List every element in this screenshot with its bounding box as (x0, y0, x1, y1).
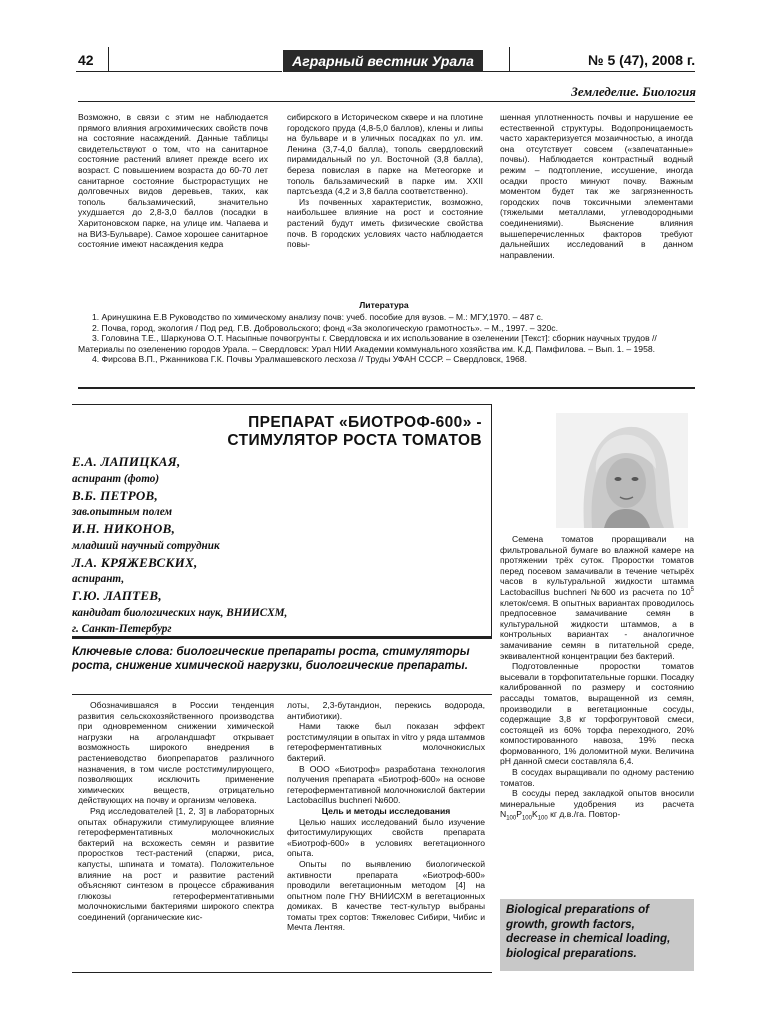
header-rule-left (76, 71, 282, 72)
section-subheading: Цель и методы исследования (321, 805, 451, 816)
body-paragraph: лоты, 2,3-бутандион, перекись водорода, антибиотики). (287, 700, 485, 721)
article-title (80, 414, 482, 450)
authors-block (72, 453, 492, 637)
subscript: 100 (521, 816, 532, 823)
reference-item: 3. Головина Т.Е., Шаркунова О.Т. Насыпные почвогрунты г. Свердловска и их использование в озеленении [Текст]: сборник научных трудов // Материалы по озеленению городов Урала. – Свердловск: Урал НИИ Академии коммунального хозяйства им. К.Д. Памфилова. – Вып. 1. – 1958. (78, 333, 657, 354)
page-number: 42 (78, 52, 94, 68)
author-role: зав.опытным полем (72, 506, 173, 518)
author-name: Е.А. ЛАПИЦКАЯ, (72, 454, 181, 469)
subscript: 100 (537, 816, 548, 823)
nutrient-p: P (516, 809, 522, 820)
author-city: г. Санкт-Петербург (72, 622, 172, 635)
prev-col3-text: шенная уплотненность почвы и нарушение ее естественной структуры. Водопроницаемость часто характеризуется мозаичностью, а иногда она отсутствует совсем («запечатанные» почвы). Наблюдается контрастный водный режим – подтопление, иссушение, иногда осадки просто минуют почву. Важным моментом будет так же загрязненность городских почв токсичными элементами (тяжелыми металлами, углеводородными соединениями). Выяснение влияния вышеперечисленных факторов требуют дальнейших исследований в данном направлении. (500, 112, 693, 260)
right-col-paragraph (500, 788, 694, 823)
header-separator-right (509, 47, 510, 71)
author-name: И.Н. НИКОНОВ, (72, 521, 176, 536)
article-top-rule (78, 387, 695, 389)
prev-article-col-2 (287, 112, 483, 250)
article-title-line-1: ПРЕПАРАТ «БИОТРОФ-600» - (248, 414, 482, 431)
title-rule (72, 404, 492, 405)
prev-article-col-3 (500, 112, 693, 260)
article-body-col-2 (287, 700, 485, 933)
right-col-paragraph (500, 534, 694, 661)
keywords-rule (72, 694, 492, 695)
right-col-p4-end: кг д.в./га. Повтор- (547, 809, 621, 820)
subscript: 100 (506, 816, 517, 823)
reference-item: 4. Фирсова В.П., Ржанникова Г.К. Почвы Уралмашевского лесхоза // Труды УФАН СССР. – Свердловск, 1968. (92, 354, 527, 365)
article-title-line-2: СТИМУЛЯТОР РОСТА ТОМАТОВ (227, 432, 482, 449)
issue-number: № 5 (47), 2008 г. (588, 52, 696, 68)
body-paragraph: Обозначившаяся в России тенденция развития сельскохозяйственного производства при одновременном снижении химической нагрузки на агроландшафт открывает возможность широкого внедрения в растениеводство биопрепаратов различного назначения, в том числе ростстимулирующего, позволяющих исключить применение химических веществ, отрицательно действующих на почву и организм человека. (78, 700, 274, 806)
author-photo (556, 413, 688, 528)
header-rule-right (483, 71, 695, 72)
english-keywords-box: Biological preparations of growth, growth factors, decrease in chemical loading, biological preparations. (500, 899, 694, 971)
journal-title: Аграрный вестник Урала (283, 50, 483, 72)
right-col-p4-text: В сосуды перед закладкой опытов вносили минеральные удобрения из расчета N (500, 788, 694, 820)
reference-item: 1. Аринушкина Е.В Руководство по химическому анализу почв: учеб. пособие для вузов. – М.: МГУ,1970. – 487 с. (92, 312, 544, 322)
author-name: Г.Ю. ЛАПТЕВ, (72, 588, 162, 603)
article-body-col-1 (78, 700, 274, 922)
author-role: младший научный сотрудник (72, 539, 220, 552)
references-title: Литература (359, 300, 409, 310)
prev-col1-text: Возможно, в связи с этим не наблюдается прямого влияния агрохимических свойств почв на состояние насаждений. Данные таблицы свидетельствуют о том, что на санитарное состояние растений влияет прежде всего их возраст. С повышением возраста до 60-70 лет санитарное состояние быстрорастущих не долговечных видов деревьев, таких, как тополь бальзамический, значительно ухудшается до 2,8-3,0 баллов (посадки в Харитоновском парке, на улице им. Чапаева и на ВИЗ-Бульваре). Самое хорошее санитарное состояние имеют насаждения кедра (78, 112, 269, 250)
prev-col2-text-a: сибирского в Историческом сквере и на плотине городского пруда (4,8-5,0 баллов), клены и липы на бульваре и в уличных посадках по ул. им. Ленина (3,7-4,0 балла), тополь свердловский пирамидальный по ул. Восточной (3,8 балла), береза повислая в парке на Метеогорке и тополь бальзамический в парке им. XXII партсъезда (4,2 и 3,8 балла соответственно). (287, 112, 483, 197)
section-rule (78, 101, 695, 102)
section-title: Земледелие. Биология (571, 84, 696, 99)
body-paragraph: Нами также был показан эффект ростстимуляции в опытах in vitro у ряда штаммов гетероферментативных молочнокислых бактерий. (287, 721, 485, 763)
right-col-paragraph: Подготовленные проростки томатов высевали в торфопитательные горшки. Посадку калиброванной по размеру и состоянию рассады томатов, выращенной из семян, производили в вегетационные сосуды, содержащие 3,8 кг торфогрунтовой смеси, состоящей из 60% торфа переходного, 20% компостированного навоза, 19% песка формованного, 1% доломитной муки. Величина рН данной смеси составляла 6,4. (500, 661, 694, 767)
author-role: аспирант (фото) (72, 472, 160, 485)
prev-article-col-1 (78, 112, 268, 250)
right-col-paragraph: В сосудах выращивали по одному растению томатов. (500, 767, 694, 788)
body-paragraph: Ряд исследователей [1, 2, 3] в лабораторных опытах обнаружили стимулирующее влияние гетероферментативных молочнокислых бактерий на всхожесть семян и развитие проростков тест-растений (спаржи, риса, капусты, шпината и томата). Положительное влияние на рост и развитие растений объясняют синтезом в процессе сбраживания глюкозы гетероферментативными молочнокислыми бактериями широкого спектра соединений (органические кис- (78, 805, 274, 922)
keywords: Ключевые слова: биологические препараты роста, стимуляторы роста, снижение химической нагрузки, биологические препараты. (72, 645, 470, 672)
superscript: 5 (690, 587, 694, 594)
author-name: В.Б. ПЕТРОВ, (72, 487, 159, 503)
author-photo-drawing (556, 413, 688, 528)
nutrient-k: K (531, 809, 538, 820)
author-name: Л.А. КРЯЖЕВСКИХ, (72, 554, 198, 570)
author-role: аспирант, (72, 573, 125, 585)
body-paragraph: Целью наших исследований было изучение фитостимулирующих свойств препарата «Биотроф-600» в условиях вегетационного опыта. (287, 816, 485, 859)
right-col-p1-text: Семена томатов проращивали на фильтровальной бумаге во влажной камере на протяжении трёх суток. Проростки томатов перед посевом замачивали в течение четырёх часов в культуральной жидкости штамма Lactobacillus buchneri №600 из расчета по 10 (500, 534, 694, 597)
body-bottom-rule (72, 972, 492, 973)
body-paragraph: В ООО «Биотроф» разработана технология получения препарата «Биотроф-600» на основе гетероферментативной молочнокислой бактерии Lactobacillus buchneri №600. (287, 763, 485, 806)
right-col-p1-end: клеток/семя. В опытных вариантах проводилось предпосевное замачивание семян в культуральной жидкости штаммов, а в контрольных вариантах - аналогичное замачивание семян в питательной среде, эквивалентной концентрации без бактерий. (500, 597, 694, 661)
prev-col2-text-b: Из почвенных характеристик, возможно, наибольшее влияние на рост и состояние растений будут иметь физические свойства почв. В городских условиях часто наблюдается повы- (287, 196, 483, 250)
header-separator-left (108, 47, 109, 71)
article-right-column (500, 534, 694, 823)
reference-item: 2. Почва, город, экология / Под ред. Г.В. Добровольского; фонд «За экологическую грамотность». – М., 1997. – 320с. (92, 322, 558, 333)
references-list (78, 312, 698, 365)
author-role: кандидат биологических наук, ВНИИСХМ, (72, 606, 288, 619)
body-paragraph: Опыты по выявлению биологической активности препарата «Биотроф-600» проводили вегетационным методом [4] на опытном поле ГНУ ВНИИСХМ в вегетационных домиках. В качестве тест-культур выбраны томаты трех сортов: Тяжеловес Сибири, Чибис и Мечта Лентяя. (287, 858, 485, 933)
